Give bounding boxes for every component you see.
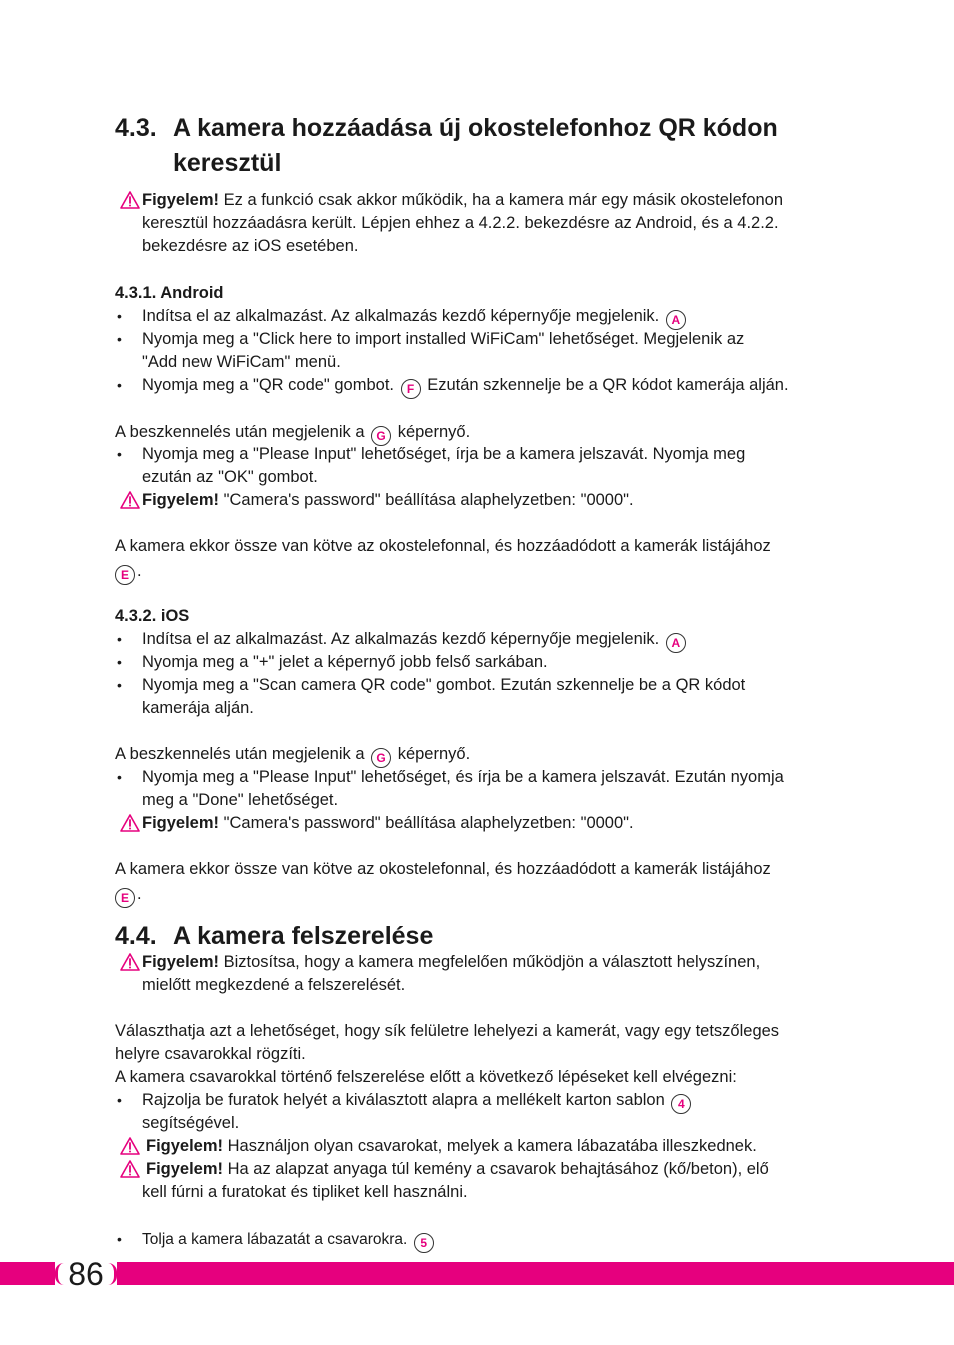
warning-text: Figyelem! Ez a funkció csak akkor működik, ha a kamera már egy másik okostelefonon [142, 191, 784, 209]
list-item: Nyomja meg a "Please Input" lehetőséget, és írja be a kamera jelszavát. Ezután nyomja [142, 768, 784, 786]
bullet-dot: • [117, 377, 122, 393]
list-item: Nyomja meg a "+" jelet a képernyő jobb felső sarkában. [142, 653, 548, 671]
warning-text-line2: keresztül hozzáadásra került. Lépjen ehhez a 4.2.2. bekezdésre az Android, és a 4.2.2. [142, 214, 779, 232]
paragraph: A kamera ekkor össze van kötve az okostelefonnal, és hozzáadódott a kamerák listájához [115, 537, 771, 555]
page-number: 86 [68, 1256, 104, 1292]
list-item: Nyomja meg a "Scan camera QR code" gombot. Ezután szkennelje be a QR kódot [142, 676, 746, 694]
list-item: Indítsa el az alkalmazást. Az alkalmazás kezdő képernyője megjelenik. A [142, 305, 688, 330]
warning-text-line2: kell fúrni a furatokat és tipliket kell használni. [142, 1183, 468, 1201]
paragraph: A kamera ekkor össze van kötve az okostelefonnal, és hozzáadódott a kamerák listájához [115, 860, 771, 878]
warning-text-line2: mielőtt megkezdené a felszerelését. [142, 976, 406, 994]
warning-text: Figyelem! Biztosítsa, hogy a kamera megfelelően működjön a választott helyszínen, [142, 953, 761, 971]
list-item: Rajzolja be furatok helyét a kiválasztott alapra a mellékelt karton sablon 4 [142, 1089, 693, 1114]
marker-g: G [371, 426, 391, 446]
section-title: A kamera hozzáadása új okostelefonhoz QR kódon keresztül [173, 114, 778, 177]
marker-a: A [666, 633, 686, 653]
list-item: Nyomja meg a "Click here to import installed WiFiCam" lehetőséget. Megjelenik az [142, 330, 745, 348]
bullet-dot: • [117, 677, 122, 693]
list-item: Tolja a kamera lábazatát a csavarokra. 5 [142, 1228, 436, 1253]
ios-heading: 4.3.2. iOS [115, 607, 190, 625]
marker-e: E [115, 888, 135, 908]
list-item-continued: ezután az "OK" gombot. [142, 468, 318, 486]
warning-triangle-icon [120, 814, 140, 832]
page-number-left-bracket [55, 1263, 64, 1285]
page-number-right-bracket [108, 1263, 117, 1285]
list-item: Indítsa el az alkalmazást. Az alkalmazás kezdő képernyője megjelenik. A [142, 628, 688, 653]
warning-text: Figyelem! "Camera's password" beállítása alaphelyzetben: "0000". [142, 491, 634, 509]
footer-accent-bar [0, 1262, 954, 1285]
bullet-dot: • [117, 308, 122, 324]
warning-text: Figyelem! "Camera's password" beállítása alaphelyzetben: "0000". [142, 814, 634, 832]
list-item-continued: meg a "Done" lehetőséget. [142, 791, 339, 809]
bullet-dot: • [117, 654, 122, 670]
marker-g: G [371, 748, 391, 768]
bullet-dot: • [117, 331, 122, 347]
warning-triangle-icon [120, 1137, 140, 1155]
bullet-dot: • [117, 1231, 122, 1247]
list-item-continued: kamerája alján. [142, 699, 254, 717]
paragraph-continued: helyre csavarokkal rögzíti. [115, 1045, 306, 1063]
marker-e: E [115, 565, 135, 585]
bullet-dot: • [117, 769, 122, 785]
bullet-dot: • [117, 1092, 122, 1108]
bullet-dot: • [117, 631, 122, 647]
marker-5: 5 [414, 1233, 434, 1253]
paragraph: Választhatja azt a lehetőséget, hogy sík felületre lehelyezi a kamerát, vagy egy tetszőleges [115, 1022, 780, 1040]
bullet-dot: • [117, 446, 122, 462]
warning-triangle-icon [120, 191, 140, 209]
marker-f: F [401, 379, 421, 399]
warning-text-line3: bekezdésre az iOS esetében. [142, 237, 359, 255]
paragraph: A beszkennelés után megjelenik a G képernyő. [115, 743, 470, 768]
list-item: Nyomja meg a "Please Input" lehetőséget, írja be a kamera jelszavát. Nyomja meg [142, 445, 746, 463]
warning-text: Figyelem! Ha az alapzat anyaga túl kemény a csavarok behajtásához (kő/beton), elő [146, 1160, 769, 1178]
warning-triangle-icon [120, 491, 140, 509]
list-item-continued: "Add new WiFiCam" menü. [142, 353, 341, 371]
section-title: A kamera felszerelése [173, 922, 434, 950]
list-item-continued: segítségével. [142, 1114, 240, 1132]
list-item: Nyomja meg a "QR code" gombot. F Ezután szkennelje be a QR kódot kamerája alján. [142, 374, 789, 399]
paragraph-continued: E . [115, 883, 142, 908]
paragraph-continued: E . [115, 560, 142, 585]
section-number: 4.4. [115, 922, 157, 950]
marker-4: 4 [671, 1094, 691, 1114]
page-number-box [55, 1256, 117, 1292]
section-number: 4.3. [115, 114, 157, 142]
android-heading: 4.3.1. Android [115, 284, 224, 302]
warning-triangle-icon [120, 953, 140, 971]
warning-text: Figyelem! Használjon olyan csavarokat, melyek a kamera lábazatába illeszkednek. [146, 1137, 757, 1155]
paragraph: A kamera csavarokkal történő felszerelése előtt a következő lépéseket kell elvégezni: [115, 1068, 737, 1086]
paragraph: A beszkennelés után megjelenik a G képernyő. [115, 421, 470, 446]
marker-a: A [666, 310, 686, 330]
warning-triangle-icon [120, 1160, 140, 1178]
